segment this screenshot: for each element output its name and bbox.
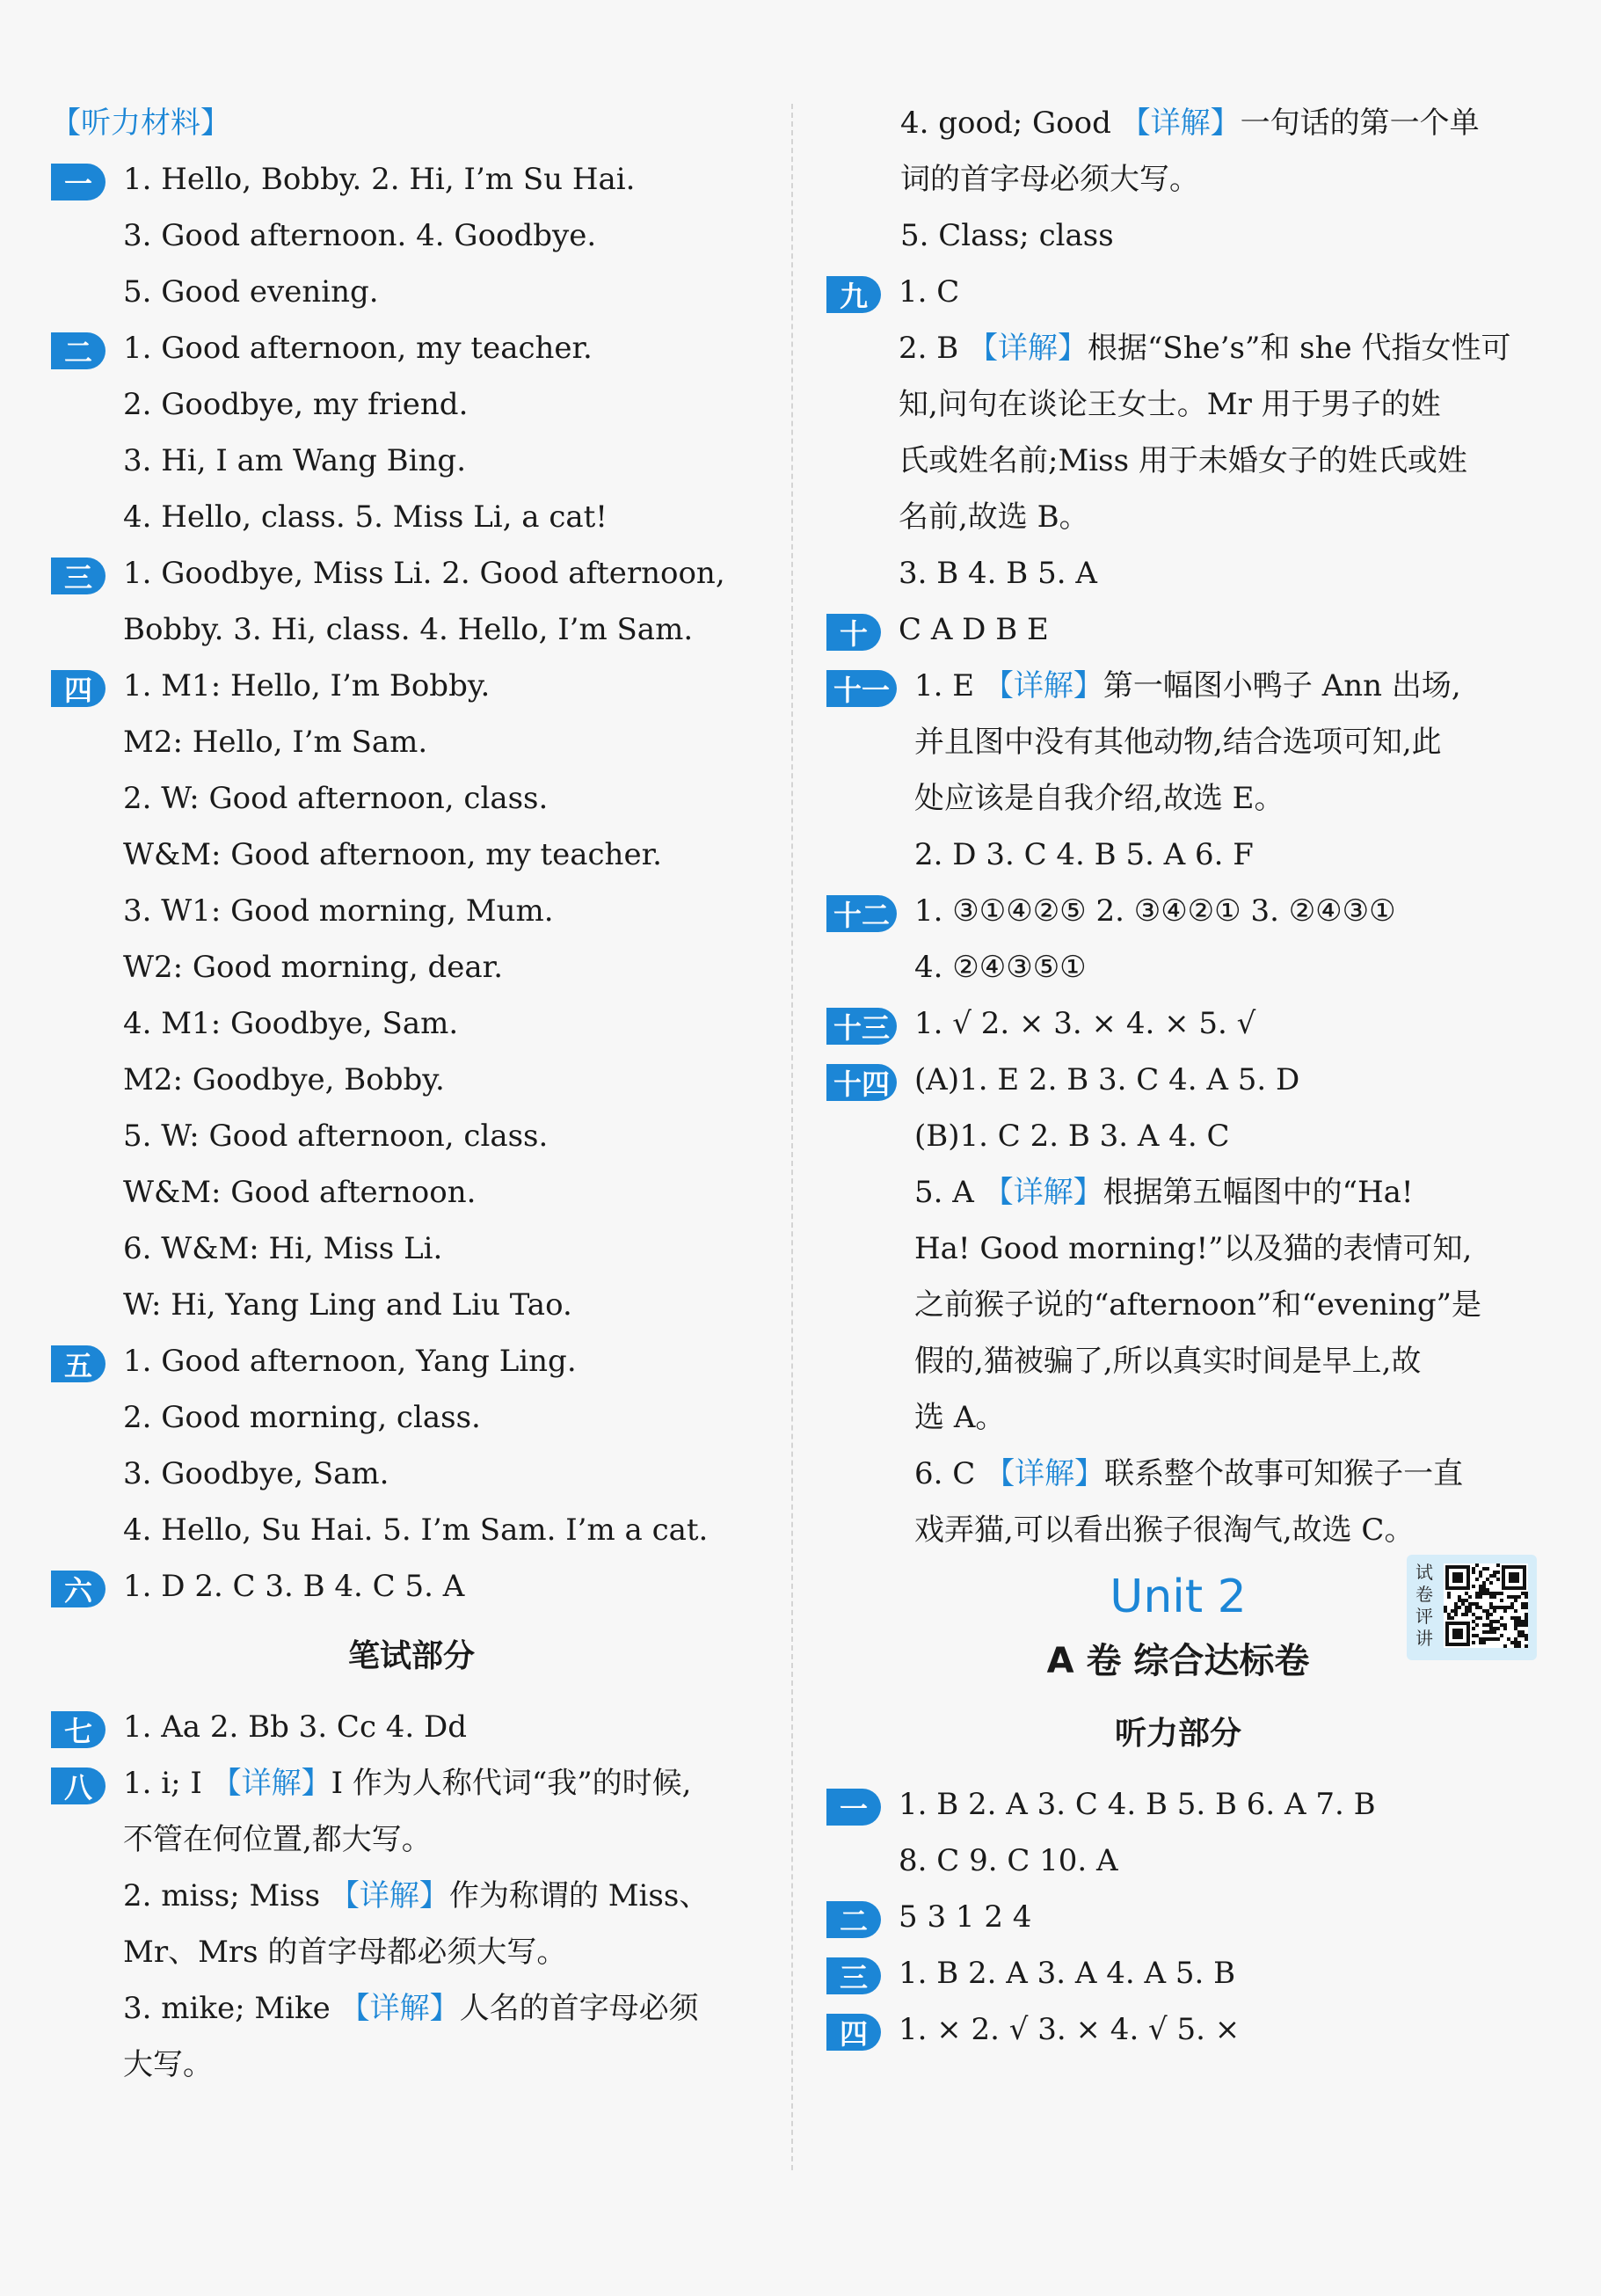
section-number-badge: 十二 [826, 895, 897, 932]
section-lines [123, 545, 772, 658]
question-section [826, 658, 1530, 883]
section-lines [123, 1558, 772, 1614]
explanation-text: 根据第五幅图中的“Ha! [1103, 1175, 1414, 1210]
answer-line: W&M: Good afternoon, my teacher. [123, 837, 662, 872]
answer-line: 1. Goodbye, Miss Li. 2. Good afternoon, [123, 556, 725, 591]
question-section [51, 320, 772, 545]
question-section [826, 883, 1530, 995]
answer-line: 8. C 9. C 10. A [899, 1843, 1118, 1878]
qr-label-char: 卷 [1415, 1584, 1433, 1605]
explanation-tag: 【详解】 [983, 668, 1103, 703]
section-number-badge: 四 [826, 2014, 881, 2051]
question-section [51, 151, 772, 320]
unit-2-block [826, 1563, 1530, 1769]
answer-line: 3. B 4. B 5. A [899, 556, 1097, 591]
right-top-continuation [826, 95, 1530, 264]
section-lines [914, 658, 1530, 883]
section-number-badge: 九 [826, 276, 881, 313]
answer-line: 1. B 2. A 3. A 4. A 5. B [899, 1956, 1236, 1991]
answer-line: 2. D 3. C 4. B 5. A 6. F [914, 837, 1254, 872]
answer-line [914, 1446, 1530, 1502]
explanation-tag: 【详解】 [339, 1991, 460, 2026]
answer-line: 1. Good afternoon, Yang Ling. [123, 1344, 577, 1379]
section-number-badge: 十四 [826, 1064, 897, 1101]
section-lines [899, 1945, 1530, 2001]
answer-line: 名前,故选 B。 [899, 499, 1089, 535]
answer-line: Bobby. 3. Hi, class. 4. Hello, I’m Sam. [123, 612, 694, 647]
section-lines [123, 320, 772, 545]
answer-line: 1. Good afternoon, my teacher. [123, 331, 593, 366]
section-number-badge: 四 [51, 670, 106, 707]
answer-line: 4. Hello, Su Hai. 5. I’m Sam. I’m a cat. [123, 1512, 709, 1548]
unit-title: Unit 2 [1110, 1571, 1247, 1623]
section-number-badge: 二 [826, 1901, 881, 1938]
question-section [51, 1333, 772, 1558]
question-section [826, 1776, 1530, 1889]
section-number-badge: 六 [51, 1571, 106, 1607]
answer-line: 选 A。 [914, 1400, 1006, 1435]
section-number-badge: 三 [51, 558, 106, 594]
explanation-tag: 【详解】 [329, 1878, 449, 1913]
section-number-badge: 七 [51, 1711, 106, 1748]
listening-material-header: 【听力材料】 [51, 106, 230, 141]
answer-text: 2. miss; Miss [123, 1878, 330, 1913]
answer-line: 大写。 [123, 2047, 213, 2082]
answer-line: 3. Hi, I am Wang Bing. [123, 443, 467, 478]
section-lines [899, 264, 1530, 601]
answer-line: M2: Hello, I’m Sam. [123, 725, 428, 760]
answer-line: 1. C [899, 274, 960, 310]
section-number-badge: 十一 [826, 670, 897, 707]
answer-line [899, 320, 1530, 376]
explanation-tag: 【详解】 [985, 1456, 1105, 1491]
answer-line: C A D B E [899, 612, 1049, 647]
section-number-badge: 五 [51, 1345, 106, 1382]
answer-line: Mr、Mrs 的首字母都必须大写。 [123, 1935, 567, 1970]
question-section [51, 545, 772, 658]
left-sections-written [51, 1699, 772, 2093]
answer-line: 6. W&M: Hi, Miss Li. [123, 1231, 443, 1266]
section-number-badge: 一 [51, 164, 106, 200]
answer-line: 并且图中没有其他动物,结合选项可知,此 [914, 725, 1442, 760]
qr-code-icon [1444, 1563, 1528, 1648]
explanation-text: 根据“She’s”和 she 代指女性可 [1088, 331, 1511, 366]
answer-line: (A)1. E 2. B 3. C 4. A 5. D [914, 1062, 1300, 1097]
explanation-text: 人名的首字母必须 [459, 1991, 699, 2026]
unit-sections [826, 1776, 1530, 2058]
answer-line: 4. M1: Goodbye, Sam. [123, 1006, 459, 1041]
section-lines [914, 1052, 1530, 1558]
section-lines [899, 601, 1530, 658]
section-lines [123, 1699, 772, 1755]
answer-line: 1. Aa 2. Bb 3. Cc 4. Dd [123, 1709, 468, 1745]
answer-text: 4. good; Good [900, 106, 1121, 141]
left-sections [51, 151, 772, 1614]
unit-subtitle: A 卷 综合达标卷 [1046, 1641, 1310, 1681]
column-divider [791, 104, 793, 2170]
answer-line: M2: Goodbye, Bobby. [123, 1062, 445, 1097]
answer-line [123, 1980, 772, 2037]
answer-line [123, 1755, 772, 1811]
section-number-badge: 十 [826, 614, 881, 651]
section-lines [899, 2001, 1530, 2058]
answer-line: Ha! Good morning!”以及猫的表情可知, [914, 1231, 1473, 1266]
qr-label-char: 讲 [1415, 1628, 1433, 1649]
explanation-tag: 【详解】 [1120, 106, 1241, 141]
left-column [51, 95, 772, 2093]
qr-label [1412, 1562, 1437, 1650]
qr-code-panel[interactable] [1407, 1555, 1537, 1660]
explanation-text: I 作为人称代词“我”的时候, [331, 1766, 692, 1801]
section-number-badge: 三 [826, 1957, 881, 1994]
answer-line: 假的,猫被骗了,所以真实时间是早上,故 [914, 1344, 1422, 1379]
section-number-badge: 十三 [826, 1008, 897, 1045]
answer-line: W: Hi, Yang Ling and Liu Tao. [123, 1287, 572, 1323]
answer-line: 4. ②④③⑤① [914, 950, 1087, 985]
section-lines [914, 995, 1530, 1052]
answer-text: 3. mike; Mike [123, 1991, 340, 2026]
answer-line: 2. W: Good afternoon, class. [123, 781, 549, 816]
question-section [826, 2001, 1530, 2058]
answer-line: 1. √ 2. × 3. × 4. × 5. √ [914, 1006, 1256, 1041]
answer-line: W&M: Good afternoon. [123, 1175, 477, 1210]
section-number-badge: 一 [826, 1789, 881, 1826]
answer-line [914, 1164, 1530, 1221]
question-section [826, 601, 1530, 658]
answer-line: 1. B 2. A 3. C 4. B 5. B 6. A 7. B [899, 1787, 1376, 1822]
listening-section-title: 听力部分 [1114, 1716, 1241, 1752]
section-lines [899, 1776, 1530, 1889]
answer-line: 1. Hello, Bobby. 2. Hi, I’m Su Hai. [123, 162, 636, 197]
answer-line: (B)1. C 2. B 3. A 4. C [914, 1119, 1230, 1154]
answer-line [123, 1868, 772, 1924]
answer-line: 3. W1: Good morning, Mum. [123, 893, 554, 929]
answer-line: 1. M1: Hello, I’m Bobby. [123, 668, 491, 703]
question-section [826, 1889, 1530, 1945]
answer-line [914, 658, 1530, 714]
section-lines [123, 151, 772, 320]
answer-text: 2. B [899, 331, 969, 366]
answer-text: 1. i; I [123, 1766, 212, 1801]
answer-line: 1. D 2. C 3. B 4. C 5. A [123, 1569, 465, 1604]
explanation-tag: 【详解】 [211, 1766, 331, 1801]
answer-line: 1. × 2. √ 3. × 4. √ 5. × [899, 2012, 1241, 2047]
answer-line: 1. ③①④②⑤ 2. ③④②① 3. ②④③① [914, 893, 1396, 929]
answer-line: 处应该是自我介绍,故选 E。 [914, 781, 1284, 816]
section-lines [914, 883, 1530, 995]
answer-line: 知,问句在谈论王女士。Mr 用于男子的姓 [899, 387, 1441, 422]
section-number-badge: 二 [51, 332, 106, 369]
answer-line: 氏或姓名前;Miss 用于未婚女子的姓氏或姓 [899, 443, 1467, 478]
answer-line: 3. Good afternoon. 4. Goodbye. [123, 218, 597, 253]
answer-line: 5. Good evening. [123, 274, 379, 310]
question-section [826, 264, 1530, 601]
answer-line: 5 3 1 2 4 [899, 1899, 1032, 1935]
explanation-text: 一句话的第一个单 [1240, 106, 1480, 141]
answer-line: W2: Good morning, dear. [123, 950, 504, 985]
explanation-text: 第一幅图小鸭子 Ann 出场, [1103, 668, 1461, 703]
right-column [826, 95, 1530, 2058]
section-lines [123, 1333, 772, 1558]
answer-line: 5. W: Good afternoon, class. [123, 1119, 549, 1154]
question-section [826, 1945, 1530, 2001]
answer-line: 戏弄猫,可以看出猴子很淘气,故选 C。 [914, 1512, 1415, 1548]
answer-line: 词的首字母必须大写。 [900, 162, 1199, 197]
qr-label-char: 试 [1415, 1562, 1433, 1583]
written-section-title: 笔试部分 [347, 1638, 475, 1674]
question-section [51, 1755, 772, 2093]
explanation-tag: 【详解】 [983, 1175, 1103, 1210]
answer-text: 5. A [914, 1175, 984, 1210]
answer-text: 6. C [914, 1456, 986, 1491]
explanation-text: 作为称谓的 Miss、 [448, 1878, 710, 1913]
answer-line [826, 95, 1530, 151]
section-number-badge: 八 [51, 1768, 106, 1804]
section-lines [123, 658, 772, 1333]
answer-line: 不管在何位置,都大写。 [123, 1822, 432, 1857]
answer-line: 3. Goodbye, Sam. [123, 1456, 389, 1491]
answer-line: 5. Class; class [900, 218, 1114, 253]
section-lines [899, 1889, 1530, 1945]
question-section [51, 1558, 772, 1614]
answer-line: 之前猴子说的“afternoon”和“evening”是 [914, 1287, 1482, 1323]
question-section [826, 1052, 1530, 1558]
question-section [51, 658, 772, 1333]
section-lines [123, 1755, 772, 2093]
answer-line: 2. Good morning, class. [123, 1400, 481, 1435]
answer-line: 4. Hello, class. 5. Miss Li, a cat! [123, 499, 608, 535]
answer-line: 2. Goodbye, my friend. [123, 387, 469, 422]
explanation-text: 联系整个故事可知猴子一直 [1104, 1456, 1464, 1491]
question-section [51, 1699, 772, 1755]
question-section [826, 995, 1530, 1052]
explanation-tag: 【详解】 [968, 331, 1088, 366]
qr-label-char: 评 [1415, 1606, 1433, 1627]
right-sections [826, 264, 1530, 1558]
answer-text: 1. E [914, 668, 984, 703]
